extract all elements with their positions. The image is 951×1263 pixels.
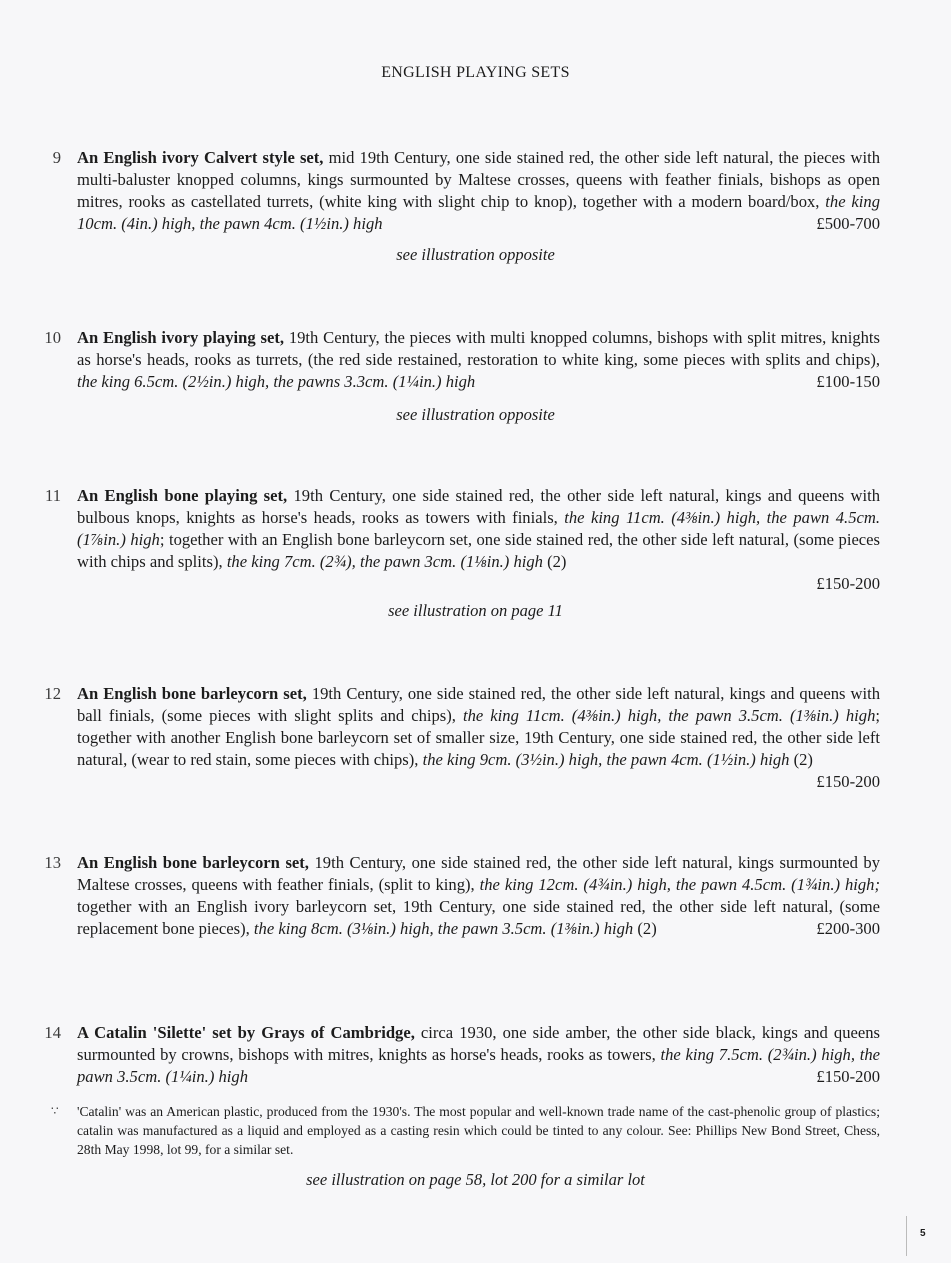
lot-dimensions: the king 12cm. (4¾in.) high, the pawn 4.5cm. (1¾in.) high; bbox=[479, 875, 880, 894]
illustration-reference: see illustration opposite bbox=[396, 405, 555, 424]
lot-entry bbox=[45, 485, 880, 595]
lot-dimensions: the king 11cm. (4⅜in.) high, the pawn 4.5cm. (1⅞in.) high bbox=[77, 508, 880, 549]
lot-description bbox=[77, 1022, 880, 1088]
lot-estimate: £100-150 bbox=[816, 372, 880, 391]
lot-description bbox=[77, 327, 880, 393]
lot-description bbox=[77, 147, 880, 235]
lot-dimensions: the king 8cm. (3⅛in.) high, the pawn 3.5cm. (1⅜in.) high bbox=[253, 919, 634, 938]
lot-entry bbox=[44, 327, 880, 393]
lot-dimensions: the king 7cm. (2¾), the pawn 3cm. (1⅛in.) high bbox=[226, 552, 543, 571]
illustration-reference: see illustration on page 58, lot 200 for a similar lot bbox=[306, 1170, 645, 1189]
lot-text: ; together with another English bone barleycorn set of smaller size, 19th Century, one side stained red, the other side left natural, (wear to red stain, some pieces with chips), bbox=[77, 706, 880, 769]
lot-estimate: £500-700 bbox=[816, 214, 880, 233]
lot-description bbox=[77, 683, 880, 791]
lot-dimensions: the king 6.5cm. (2½in.) high, the pawns 3.3cm. (1¼in.) high bbox=[77, 372, 476, 391]
lot-text: circa 1930, one side amber, the other side black, kings and queens surmounted by crowns, bishops with mitres, knights as horse's heads, rooks as towers, bbox=[77, 1023, 880, 1064]
lot-entry bbox=[44, 852, 881, 940]
lot-heading: An English bone barleycorn set, bbox=[77, 684, 307, 703]
lot-quantity: (2) bbox=[789, 750, 813, 769]
illustration-reference: see illustration on page 11 bbox=[388, 601, 563, 620]
lot-heading: An English ivory playing set, bbox=[77, 328, 284, 347]
lot-estimate: £150-200 bbox=[816, 772, 880, 791]
lot-description bbox=[77, 852, 880, 940]
lot-text: ; together with an English bone barleycorn set, one side stained red, the other side left natural, (some pieces with chips and splits), bbox=[77, 530, 880, 571]
lot-dimensions: the king 9cm. (3½in.) high, the pawn 4cm. (1½in.) high bbox=[422, 750, 790, 769]
lot-text: 19th Century, one side stained red, the other side left natural, kings and queens with bulbous knops, knights as horse's heads, rooks as towers with finials, bbox=[77, 486, 880, 527]
illustration-reference: see illustration opposite bbox=[396, 245, 555, 264]
lot-text: 19th Century, one side stained red, the other side left natural, kings and queens with ball finials, (some pieces with slight splits and chips), bbox=[77, 684, 880, 725]
lot-quantity: (2) bbox=[542, 552, 567, 571]
lot-quantity: (2) bbox=[633, 919, 657, 938]
lot-entry bbox=[44, 1022, 880, 1088]
lot-dimensions: the king 7.5cm. (2¾in.) high, the pawn 3.5cm. (1¼in.) high bbox=[77, 1045, 880, 1086]
lot-estimate: £200-300 bbox=[816, 919, 880, 938]
lot-number: 12 bbox=[44, 684, 61, 703]
lot-description bbox=[77, 485, 880, 573]
lot-number: 9 bbox=[52, 148, 61, 167]
footnote-text: 'Catalin' was an American plastic, produced from the 1930's. The most popular and well-known trade name of the cast-phenolic group of plastics; catalin was manufactured as a liquid and employed as a casting resin which could be tinted to any colour. See: Phillips New Bond Street, Chess, 28th May 1998, lot 99, for a similar set. bbox=[77, 1104, 880, 1157]
lot-estimate: £150-200 bbox=[816, 574, 880, 593]
lot-footnote bbox=[51, 1102, 880, 1159]
lot-estimate: £150-200 bbox=[816, 1067, 880, 1086]
footnote-marker-icon: ∵ bbox=[51, 1104, 57, 1118]
lot-entry bbox=[52, 147, 880, 235]
lot-entry bbox=[44, 683, 880, 793]
lot-number: 10 bbox=[44, 328, 61, 347]
lot-heading: An English ivory Calvert style set, bbox=[77, 148, 324, 167]
page-number: 5 bbox=[920, 1228, 926, 1239]
lot-number: 13 bbox=[44, 853, 61, 872]
lot-text: 19th Century, the pieces with multi knopped columns, bishops with split mitres, knights as horse's heads, rooks as turrets, (the red side restained, restoration to white king, some pieces with splits and chips), bbox=[77, 328, 880, 369]
page-margin-rule bbox=[906, 1216, 907, 1256]
lot-heading: An English bone playing set, bbox=[77, 486, 288, 505]
lot-dimensions: the king 11cm. (4⅜in.) high, the pawn 3.5cm. (1⅜in.) high bbox=[462, 706, 876, 725]
page-title: ENGLISH PLAYING SETS bbox=[381, 64, 570, 81]
lot-dimensions: the king 10cm. (4in.) high, the pawn 4cm. (1½in.) high bbox=[77, 192, 880, 233]
lot-number: 11 bbox=[45, 486, 61, 505]
lot-heading: A Catalin 'Silette' set by Grays of Cambridge, bbox=[77, 1023, 415, 1042]
lot-heading: An English bone barleycorn set, bbox=[77, 853, 309, 872]
lot-text: together with an English ivory barleycorn set, 19th Century, one side stained red, the other side left natural, (some replacement bone pieces), bbox=[77, 897, 880, 938]
lot-text: 19th Century, one side stained red, the other side left natural, kings surmounted by Maltese crosses, queens with feather finials, (split to king), bbox=[77, 853, 881, 894]
lot-number: 14 bbox=[44, 1023, 61, 1042]
lot-text: mid 19th Century, one side stained red, the other side left natural, the pieces with multi-baluster knopped columns, kings surmounted by Maltese crosses, queens with feather finials, bishops as open mitres, rooks as castellated turrets, (white king with slight chip to knop), together with a modern board/box, bbox=[77, 148, 880, 211]
